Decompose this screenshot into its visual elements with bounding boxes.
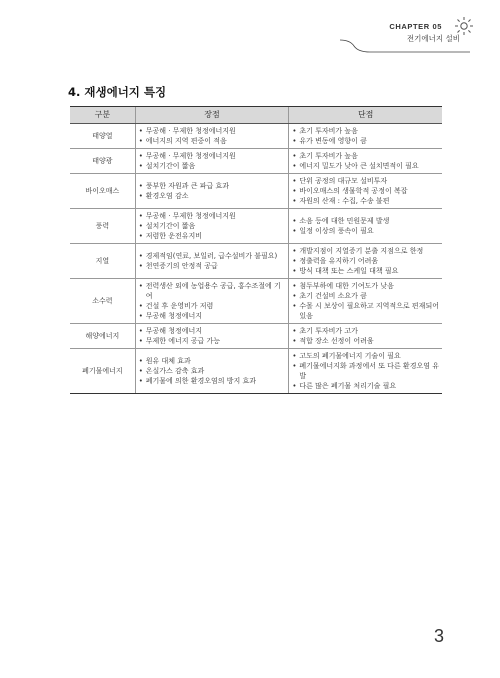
row-merits (135, 174, 289, 209)
merit-item: • 무공해 청정에너지 (139, 311, 286, 321)
merit-item: • 풍부한 자원과 큰 파급 효과 (139, 181, 286, 191)
table-row (70, 349, 442, 394)
row-merits (135, 244, 289, 279)
demerit-item: • 적합 장소 선정이 어려움 (292, 336, 439, 346)
demerit-item: • 에너지 밀도가 낮아 큰 설치면적이 필요 (292, 161, 439, 171)
row-merits (135, 349, 289, 394)
row-category: 태양열 (70, 124, 135, 149)
row-category: 해양에너지 (70, 324, 135, 349)
merit-list (139, 356, 286, 386)
merit-item: • 온실가스 감축 효과 (139, 366, 286, 376)
demerit-item: • 초기 투자비가 고가 (292, 326, 439, 336)
row-demerits (289, 279, 442, 324)
demerit-item: • 바이오매스의 생물학적 공정이 복잡 (292, 186, 439, 196)
row-demerits (289, 149, 442, 174)
merit-item: • 원유 대체 효과 (139, 356, 286, 366)
demerit-item: • 고도의 폐기물에너지 기술이 필요 (292, 351, 439, 361)
merit-item: • 무제한 에너지 공급 가능 (139, 336, 286, 346)
row-merits (135, 324, 289, 349)
row-category: 소수력 (70, 279, 135, 324)
column-header-demerits: 단점 (289, 107, 442, 124)
merit-item: • 환경오염 감소 (139, 191, 286, 201)
demerit-item: • 첨두부하에 대한 기여도가 낮음 (292, 281, 439, 291)
demerit-list (292, 281, 439, 321)
merit-item: • 설치기간이 짧음 (139, 221, 286, 231)
row-demerits (289, 124, 442, 149)
demerit-item: • 수몰 시 보상이 필요하고 지역적으로 편재되어 있음 (292, 301, 439, 321)
table-row (70, 124, 442, 149)
demerit-item: • 단위 공정의 대규모 설비투자 (292, 176, 439, 186)
merit-item: • 무공해 · 무제한 청정에너지원 (139, 211, 286, 221)
column-header-category: 구분 (70, 107, 135, 124)
demerit-list (292, 246, 439, 276)
merit-item: • 무공해 · 무제한 청정에너지원 (139, 126, 286, 136)
row-category: 풍력 (70, 209, 135, 244)
row-category: 폐기물에너지 (70, 349, 135, 394)
table-row (70, 279, 442, 324)
table-header-row (70, 107, 442, 124)
demerit-list (292, 126, 439, 146)
merit-item: • 폐기물에 의한 환경오염의 방지 효과 (139, 376, 286, 386)
row-demerits (289, 209, 442, 244)
demerit-item: • 정출력을 유지하기 어려움 (292, 256, 439, 266)
row-category: 바이오매스 (70, 174, 135, 209)
demerit-item: • 초기 투자비가 높음 (292, 151, 439, 161)
row-merits (135, 149, 289, 174)
merit-item: • 설치기간이 짧음 (139, 161, 286, 171)
demerit-list (292, 216, 439, 236)
merit-item: • 저렴한 운전유지비 (139, 231, 286, 241)
row-merits (135, 124, 289, 149)
table-row (70, 174, 442, 209)
merit-list (139, 326, 286, 346)
demerit-item: • 초기 건설비 소요가 큼 (292, 291, 439, 301)
demerit-item: • 소음 등에 대한 민원문제 발생 (292, 216, 439, 226)
section-title: 4. 재생에너지 특징 (68, 85, 167, 99)
demerit-item: • 일정 이상의 풍속이 필요 (292, 226, 439, 236)
table-row (70, 209, 442, 244)
merit-item: • 경제적임(연료, 보일러, 급수설비가 불필요) (139, 251, 286, 261)
table-row (70, 244, 442, 279)
merit-item: • 천연증기의 안정적 공급 (139, 261, 286, 271)
merit-list (139, 181, 286, 201)
demerit-list (292, 151, 439, 171)
demerit-item: • 초기 투자비가 높음 (292, 126, 439, 136)
demerit-list (292, 176, 439, 206)
demerit-item: • 폐기물에너지화 과정에서 또 다른 환경오염 유발 (292, 361, 439, 381)
demerit-item: • 자원의 산재 : 수집, 수송 불편 (292, 196, 439, 206)
table-row (70, 149, 442, 174)
merit-item: • 전력생산 외에 농업용수 공급, 홍수조절에 기여 (139, 281, 286, 301)
sun-icon (454, 16, 474, 36)
row-demerits (289, 324, 442, 349)
demerit-item: • 다른 많은 폐기물 처리기술 필요 (292, 381, 439, 391)
row-demerits (289, 244, 442, 279)
row-merits (135, 209, 289, 244)
merit-item: • 에너지의 지역 편중이 적음 (139, 136, 286, 146)
merit-list (139, 126, 286, 146)
merit-list (139, 211, 286, 241)
column-header-merits: 장점 (135, 107, 289, 124)
merit-list (139, 151, 286, 171)
row-merits (135, 279, 289, 324)
table-row (70, 324, 442, 349)
merit-item: • 건설 후 운영비가 저렴 (139, 301, 286, 311)
chapter-subtitle: 전기에너지 설비 (406, 34, 460, 43)
row-category: 태양광 (70, 149, 135, 174)
chapter-label: CHAPTER 05 (389, 22, 442, 31)
page-number: 3 (433, 626, 444, 646)
row-category: 지열 (70, 244, 135, 279)
renewable-energy-table (70, 106, 442, 394)
header-decoration-curve (340, 36, 470, 56)
merit-list (139, 281, 286, 321)
row-demerits (289, 174, 442, 209)
row-demerits (289, 349, 442, 394)
demerit-list (292, 326, 439, 346)
demerit-item: • 유가 변동에 영향이 큼 (292, 136, 439, 146)
merit-item: • 무공해 · 무제한 청정에너지원 (139, 151, 286, 161)
merit-item: • 무공해 청정에너지 (139, 326, 286, 336)
merit-list (139, 251, 286, 271)
demerit-item: • 방식 대책 또는 스케일 대책 필요 (292, 266, 439, 276)
demerit-list (292, 351, 439, 391)
demerit-item: • 개발지점이 지열증기 분출 지점으로 한정 (292, 246, 439, 256)
